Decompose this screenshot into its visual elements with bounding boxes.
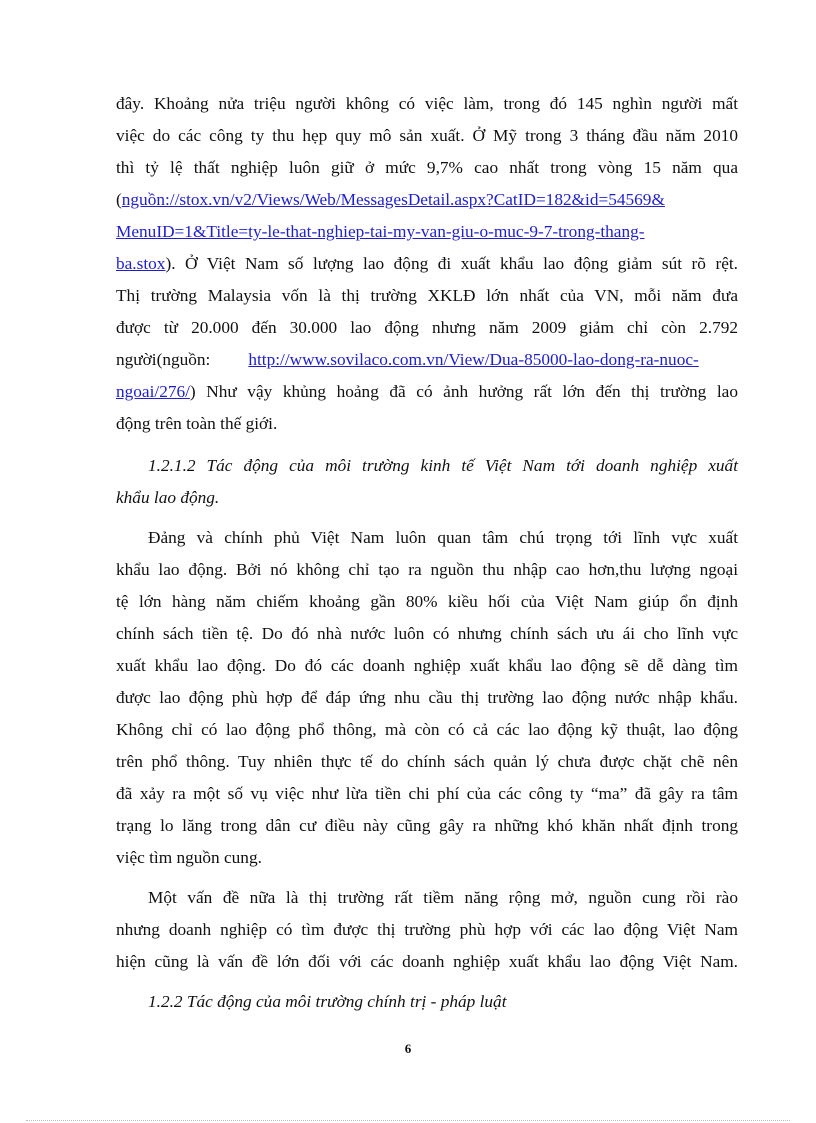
body-line: động trên toàn thế giới. [116, 414, 278, 433]
paren-open: ( [116, 190, 122, 209]
body-line: trạng lo lăng trong dân cư điều này cũng gây ra những khó khăn nhất định trong [116, 816, 738, 835]
source-link-stox[interactable]: nguồn://stox.vn/v2/Views/Web/MessagesDetail.aspx?CatID=182&id=54569& [121, 190, 665, 209]
body-line: Không chỉ có lao động phổ thông, mà còn có cả các lao động kỹ thuật, lao động [116, 720, 738, 739]
body-text: ). Ở Việt Nam số lượng lao động đi xuất khẩu lao động giảm sút rõ rệt. [165, 254, 738, 273]
source-link-sovilaco[interactable]: http://www.sovilaco.com.vn/View/Dua-85000-lao-dong-ra-nuoc- [248, 350, 699, 369]
page-number: 6 [404, 1041, 412, 1056]
body-line: Thị trường Malaysia vốn là thị trường XKLĐ lớn nhất của VN, mỗi năm đưa [116, 286, 738, 305]
body-line: tệ lớn hàng năm chiếm khoảng gần 80% kiều hối của Việt Nam giúp ổn định [116, 592, 738, 611]
body-line: được lao động phù hợp để đáp ứng nhu cầu thị trường lao động nước nhập khẩu. [116, 688, 738, 707]
source-link-stox-end[interactable]: ba.stox [116, 254, 166, 273]
body-line: đã xảy ra một số vụ việc như lừa tiền chi phí của các công ty “ma” đã gây ra tâm [116, 784, 738, 803]
body-line: Một vấn đề nữa là thị trường rất tiềm năng rộng mở, nguồn cung rồi rào [148, 888, 738, 907]
body-line: trên phổ thông. Tuy nhiên thực tế do chính sách quản lý chưa được chặt chẽ nên [116, 752, 738, 771]
body-line: việc tìm nguồn cung. [116, 848, 262, 867]
body-line: Đảng và chính phủ Việt Nam luôn quan tâm chú trọng tới lĩnh vực xuất [148, 528, 738, 547]
source-link-line-1 [116, 189, 738, 211]
body-line [116, 253, 738, 275]
body-line: việc do các công ty thu hẹp quy mô sản xuất. Ở Mỹ trong 3 tháng đầu năm 2010 [116, 126, 738, 145]
body-line [116, 381, 738, 403]
source-link-stox-cont[interactable]: MenuID=1&Title=ty-le-that-nghiep-tai-my-van-giu-o-muc-9-7-trong-thang- [116, 222, 645, 241]
page-bottom-rule [26, 1120, 790, 1121]
body-line: đây. Khoảng nửa triệu người không có việc làm, trong đó 145 nghìn người mất [116, 94, 738, 113]
section-heading-1-2-2: 1.2.2 Tác động của môi trường chính trị - pháp luật [148, 992, 507, 1011]
body-line: chính sách tiền tệ. Do đó nhà nước luôn có nhưng chính sách ưu ái cho lĩnh vực [116, 624, 738, 643]
body-line: nhưng doanh nghiệp có tìm được thị trường phù hợp với các lao động Việt Nam [116, 920, 738, 939]
section-heading-1-2-1-2-cont: khẩu lao động. [116, 488, 220, 507]
body-line: được từ 20.000 đến 30.000 lao động nhưng năm 2009 giảm chỉ còn 2.792 [116, 318, 738, 337]
source-label: người(nguồn: [116, 350, 211, 369]
body-line: hiện cũng là vấn đề lớn đối với các doanh nghiệp xuất khẩu lao động Việt Nam. [116, 952, 738, 971]
body-line: xuất khẩu lao động. Do đó các doanh nghiệp xuất khẩu lao động sẽ dễ dàng tìm [116, 656, 738, 675]
section-heading-1-2-1-2: 1.2.1.2 Tác động của môi trường kinh tế Việt Nam tới doanh nghiệp xuất [148, 456, 738, 475]
source-link-line-2 [116, 221, 738, 243]
source-link-sovilaco-cont[interactable]: ngoai/276/ [116, 382, 190, 401]
body-line: thì tỷ lệ thất nghiệp luôn giữ ở mức 9,7% cao nhất trong vòng 15 năm qua [116, 158, 738, 177]
body-text: ) Như vậy khủng hoảng đã có ảnh hưởng rất lớn đến thị trường lao [189, 382, 738, 401]
body-line: khẩu lao động. Bởi nó không chỉ tạo ra nguồn thu nhập cao hơn,thu lượng ngoại [116, 560, 738, 579]
source-line-sovilaco [116, 349, 738, 371]
